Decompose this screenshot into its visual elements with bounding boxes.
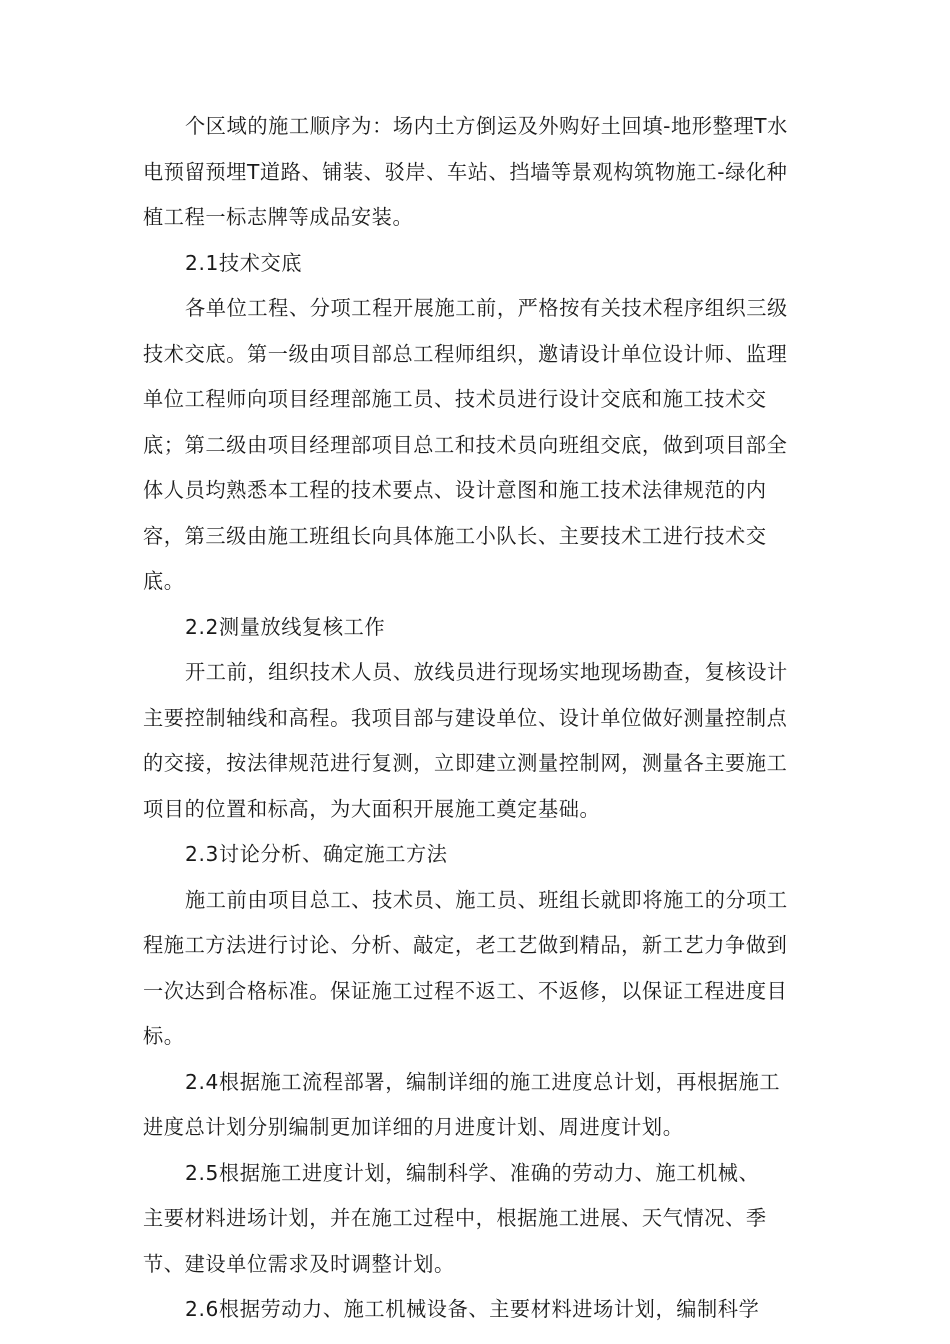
section-heading (143, 241, 818, 287)
text-line: 程施工方法进行讨论、分析、敲定，老工艺做到精品，新工艺力争做到 (143, 933, 788, 957)
text-line: 技术交底。第一级由项目部总工程师组织，邀请设计单位设计师、监理 (143, 341, 788, 366)
text-line: 主要控制轴线和高程。我项目部与建设单位、设计单位做好测量控制点 (143, 705, 788, 730)
body-paragraph (143, 104, 818, 241)
document-body (143, 104, 818, 1333)
text-line: 主要材料进场计划，并在施工过程中，根据施工进展、天气情况、季 (143, 1206, 767, 1230)
body-paragraph (143, 878, 818, 1060)
text-line: 单位工程师向项目经理部施工员、技术员进行设计交底和施工技术交 (143, 387, 767, 411)
text-line: 2.3讨论分析、确定施工方法 (185, 842, 448, 866)
text-line: 标。 (143, 1024, 185, 1048)
text-line: 2.6根据劳动力、施工机械设备、主要材料进场计划，编制科学 (185, 1297, 760, 1321)
section-heading (143, 832, 818, 878)
text-line: 个区域的施工顺序为：场内土方倒运及外购好土回填-地形整理T水 (185, 114, 788, 138)
text-line: 底。 (143, 569, 185, 593)
text-line: 一次达到合格标准。保证施工过程不返工、不返修，以保证工程进度目 (143, 978, 788, 1003)
text-line: 电预留预埋T道路、铺装、驳岸、车站、挡墙等景观构筑物施工-绿化种 (143, 159, 788, 184)
body-paragraph (143, 286, 818, 605)
text-line: 各单位工程、分项工程开展施工前，严格按有关技术程序组织三级 (185, 296, 788, 320)
text-line: 容，第三级由施工班组长向具体施工小队长、主要技术工进行技术交 (143, 523, 767, 548)
text-line: 2.5根据施工进度计划，编制科学、准确的劳动力、施工机械、 (185, 1160, 760, 1185)
text-line: 底；第二级由项目经理部项目总工和技术员向班组交底，做到项目部全 (143, 432, 788, 457)
text-line: 开工前，组织技术人员、放线员进行现场实地现场勘查，复核设计 (185, 660, 788, 684)
body-paragraph (143, 1287, 818, 1333)
text-line: 体人员均熟悉本工程的技术要点、设计意图和施工技术法律规范的内 (143, 478, 767, 502)
text-line: 的交接，按法律规范进行复测，立即建立测量控制网，测量各主要施工 (143, 751, 788, 775)
text-line: 2.2测量放线复核工作 (185, 614, 386, 639)
text-line: 节、建设单位需求及时调整计划。 (143, 1251, 455, 1276)
body-paragraph (143, 1060, 818, 1151)
text-line: 植工程一标志牌等成品安装。 (143, 205, 414, 229)
text-line: 2.1技术交底 (185, 250, 303, 275)
body-paragraph (143, 1151, 818, 1288)
body-paragraph (143, 650, 818, 832)
section-heading (143, 605, 818, 651)
text-line: 项目的位置和标高，为大面积开展施工奠定基础。 (143, 796, 601, 821)
text-line: 进度总计划分别编制更加详细的月进度计划、周进度计划。 (143, 1115, 684, 1139)
text-line: 2.4根据施工流程部署，编制详细的施工进度总计划，再根据施工 (185, 1069, 781, 1094)
text-line: 施工前由项目总工、技术员、施工员、班组长就即将施工的分项工 (185, 887, 788, 912)
